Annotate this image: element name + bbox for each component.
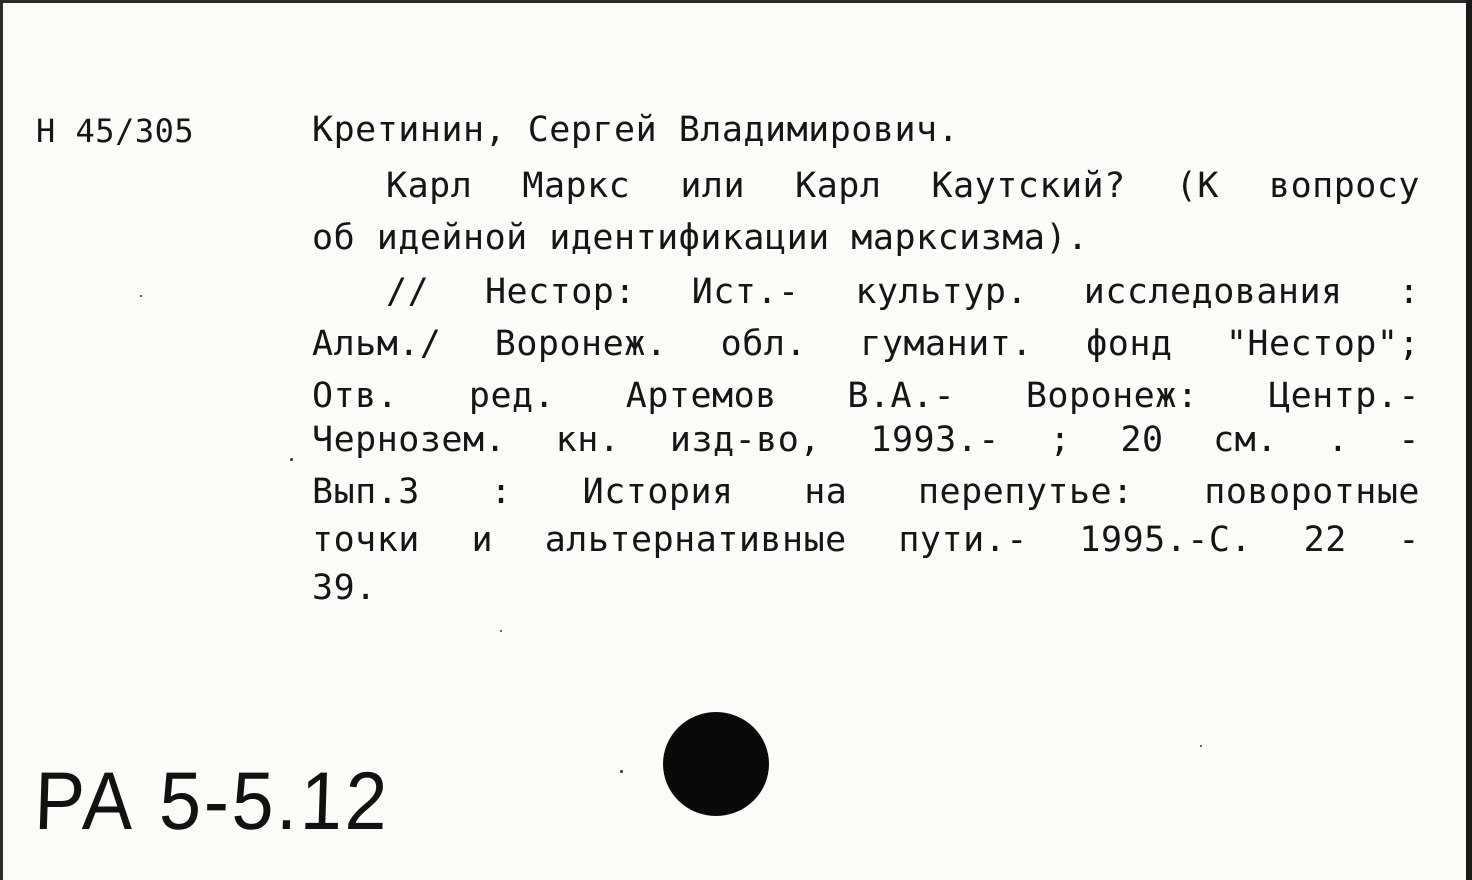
source-line-6: точки и альтернативные пути.- 1995.-С. 22 - <box>312 520 1420 560</box>
card-left-edge <box>0 0 3 880</box>
punch-hole <box>663 712 769 816</box>
scan-speck <box>500 630 502 632</box>
scan-speck <box>290 458 293 461</box>
title-line-1: Карл Маркс или Карл Каутский? (К вопросу <box>386 166 1420 206</box>
source-line-2: Альм./ Воронеж. обл. гуманит. фонд "Нестор"; <box>312 324 1420 364</box>
title-line-2: об идейной идентификации марксизма). <box>312 218 1089 258</box>
source-line-7: 39. <box>312 568 377 608</box>
scan-speck <box>140 295 142 297</box>
source-line-1: // Нестор: Ист.- культур. исследования : <box>386 272 1420 312</box>
handwritten-call-number: РА 5-5.12 <box>33 756 392 847</box>
scan-speck <box>1200 745 1202 747</box>
source-line-4: Чернозем. кн. изд-во, 1993.- ; 20 см. . - <box>312 420 1420 460</box>
scan-speck <box>620 770 623 773</box>
shelfmark: Н 45/305 <box>36 112 195 150</box>
card-right-edge <box>1466 0 1472 880</box>
source-line-3: Отв. ред. Артемов В.А.- Воронеж: Центр.- <box>312 376 1420 416</box>
card-top-edge <box>0 0 1472 3</box>
author-line: Кретинин, Сергей Владимирович. <box>312 110 960 150</box>
source-line-5: Вып.3 : История на перепутье: поворотные <box>312 472 1420 512</box>
